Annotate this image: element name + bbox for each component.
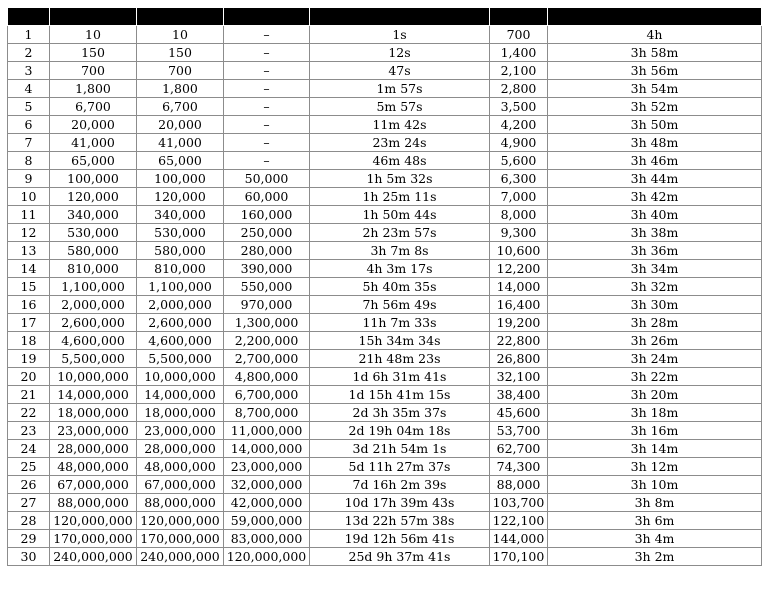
table-cell-col4: 6,700,000 [224,386,310,404]
table-cell-level: 1 [8,26,50,44]
table-cell-col4: – [224,80,310,98]
table-cell-level: 19 [8,350,50,368]
table-cell-col6: 62,700 [490,440,548,458]
table-cell-col4: 550,000 [224,278,310,296]
table-cell-time: 7d 16h 2m 39s [310,476,490,494]
table-cell-level: 2 [8,44,50,62]
header-cell-col6 [490,8,548,26]
table-row [8,368,762,386]
table-row [8,404,762,422]
table-cell-col7: 3h 34m [548,260,762,278]
table-cell-col3: 120,000 [137,188,224,206]
table-row [8,278,762,296]
table-cell-col2: 5,500,000 [50,350,137,368]
table-cell-col4: 14,000,000 [224,440,310,458]
table-cell-col7: 3h 46m [548,152,762,170]
table-cell-level: 24 [8,440,50,458]
table-cell-level: 12 [8,224,50,242]
table-cell-time: 2d 3h 35m 37s [310,404,490,422]
header-cell-col2 [50,8,137,26]
table-cell-col6: 16,400 [490,296,548,314]
table-cell-col6: 1,400 [490,44,548,62]
table-cell-time: 47s [310,62,490,80]
table-cell-col2: 65,000 [50,152,137,170]
table-row [8,494,762,512]
table-cell-col4: 42,000,000 [224,494,310,512]
table-cell-col2: 340,000 [50,206,137,224]
table-cell-col7: 3h 28m [548,314,762,332]
table-cell-level: 22 [8,404,50,422]
table-cell-col4: 2,700,000 [224,350,310,368]
table-cell-col7: 3h 40m [548,206,762,224]
table-cell-level: 4 [8,80,50,98]
table-body [8,26,762,566]
table-cell-col4: 11,000,000 [224,422,310,440]
table-cell-col3: 1,800 [137,80,224,98]
table-cell-col2: 1,800 [50,80,137,98]
table-cell-col6: 4,200 [490,116,548,134]
table-cell-time: 25d 9h 37m 41s [310,548,490,566]
table-cell-col7: 3h 38m [548,224,762,242]
table-cell-col7: 3h 24m [548,350,762,368]
table-cell-time: 7h 56m 49s [310,296,490,314]
table-cell-time: 23m 24s [310,134,490,152]
table-cell-col3: 67,000,000 [137,476,224,494]
table-cell-col2: 41,000 [50,134,137,152]
table-cell-time: 5h 40m 35s [310,278,490,296]
table-cell-level: 14 [8,260,50,278]
table-cell-col3: 41,000 [137,134,224,152]
table-cell-col6: 74,300 [490,458,548,476]
table-cell-col7: 3h 44m [548,170,762,188]
table-cell-col6: 12,200 [490,260,548,278]
table-cell-col2: 170,000,000 [50,530,137,548]
table-cell-col6: 4,900 [490,134,548,152]
table-cell-col2: 88,000,000 [50,494,137,512]
table-cell-col3: 2,600,000 [137,314,224,332]
table-cell-col6: 700 [490,26,548,44]
table-cell-col3: 6,700 [137,98,224,116]
table-cell-col2: 1,100,000 [50,278,137,296]
table-cell-col6: 88,000 [490,476,548,494]
table-cell-level: 13 [8,242,50,260]
table-cell-col6: 38,400 [490,386,548,404]
table-cell-time: 21h 48m 23s [310,350,490,368]
table-cell-col7: 3h 4m [548,530,762,548]
table-cell-col6: 22,800 [490,332,548,350]
table-cell-col6: 3,500 [490,98,548,116]
table-cell-time: 2h 23m 57s [310,224,490,242]
table-cell-col4: – [224,134,310,152]
table-cell-time: 1d 15h 41m 15s [310,386,490,404]
table-cell-col2: 10 [50,26,137,44]
table-row [8,242,762,260]
table-cell-col3: 2,000,000 [137,296,224,314]
table-cell-time: 1h 50m 44s [310,206,490,224]
table-cell-col7: 3h 18m [548,404,762,422]
table-cell-col3: 18,000,000 [137,404,224,422]
table-cell-col7: 3h 20m [548,386,762,404]
table-cell-col7: 3h 56m [548,62,762,80]
table-cell-col4: 4,800,000 [224,368,310,386]
table-cell-col4: 50,000 [224,170,310,188]
table-cell-col6: 19,200 [490,314,548,332]
table-cell-col2: 4,600,000 [50,332,137,350]
table-cell-col2: 2,600,000 [50,314,137,332]
table-cell-col7: 3h 8m [548,494,762,512]
table-cell-time: 13d 22h 57m 38s [310,512,490,530]
table-row [8,530,762,548]
table-cell-col2: 240,000,000 [50,548,137,566]
table-cell-col7: 3h 30m [548,296,762,314]
table-cell-time: 3d 21h 54m 1s [310,440,490,458]
table-cell-level: 5 [8,98,50,116]
table-cell-col2: 6,700 [50,98,137,116]
table-cell-col4: 32,000,000 [224,476,310,494]
table-row [8,296,762,314]
table-cell-col3: 120,000,000 [137,512,224,530]
header-cell-level [8,8,50,26]
table-cell-level: 16 [8,296,50,314]
table-cell-col3: 340,000 [137,206,224,224]
table-cell-col7: 3h 48m [548,134,762,152]
table-cell-level: 8 [8,152,50,170]
table-cell-col3: 65,000 [137,152,224,170]
table-cell-time: 1d 6h 31m 41s [310,368,490,386]
table-row [8,170,762,188]
table-cell-time: 11m 42s [310,116,490,134]
header-cell-col3 [137,8,224,26]
table-cell-col7: 3h 10m [548,476,762,494]
table-cell-col6: 6,300 [490,170,548,188]
table-row [8,332,762,350]
table-cell-col6: 45,600 [490,404,548,422]
table-cell-col3: 14,000,000 [137,386,224,404]
table-cell-col3: 530,000 [137,224,224,242]
table-cell-col6: 170,100 [490,548,548,566]
table-cell-level: 9 [8,170,50,188]
table-cell-col3: 88,000,000 [137,494,224,512]
table-cell-col2: 48,000,000 [50,458,137,476]
table-cell-time: 12s [310,44,490,62]
table-cell-col3: 28,000,000 [137,440,224,458]
table-cell-col7: 3h 6m [548,512,762,530]
table-cell-level: 29 [8,530,50,548]
table-row [8,98,762,116]
table-cell-col2: 810,000 [50,260,137,278]
table-cell-col6: 10,600 [490,242,548,260]
table-row [8,224,762,242]
table-cell-col2: 100,000 [50,170,137,188]
table-cell-col6: 122,100 [490,512,548,530]
table-cell-col2: 530,000 [50,224,137,242]
upgrade-table [7,7,762,566]
table-cell-col6: 53,700 [490,422,548,440]
table-cell-col7: 3h 52m [548,98,762,116]
table-cell-col4: 83,000,000 [224,530,310,548]
table-cell-col4: – [224,152,310,170]
table-cell-col3: 170,000,000 [137,530,224,548]
table-cell-time: 2d 19h 04m 18s [310,422,490,440]
table-cell-col4: – [224,62,310,80]
header-cell-col4 [224,8,310,26]
table-cell-col2: 700 [50,62,137,80]
table-cell-col7: 3h 22m [548,368,762,386]
table-cell-level: 20 [8,368,50,386]
table-cell-col3: 48,000,000 [137,458,224,476]
table-cell-col7: 3h 14m [548,440,762,458]
table-cell-level: 18 [8,332,50,350]
table-cell-col2: 10,000,000 [50,368,137,386]
table-cell-col3: 10 [137,26,224,44]
table-cell-col7: 3h 32m [548,278,762,296]
table-row [8,548,762,566]
table-cell-col6: 26,800 [490,350,548,368]
table-cell-col3: 240,000,000 [137,548,224,566]
table-cell-col3: 700 [137,62,224,80]
table-row [8,386,762,404]
table-row [8,314,762,332]
table-cell-col6: 14,000 [490,278,548,296]
table-cell-col3: 23,000,000 [137,422,224,440]
table-cell-col2: 18,000,000 [50,404,137,422]
header-cell-time [310,8,490,26]
table-cell-level: 25 [8,458,50,476]
table-cell-col2: 580,000 [50,242,137,260]
table-cell-col6: 144,000 [490,530,548,548]
table-cell-col2: 23,000,000 [50,422,137,440]
table-cell-col4: 970,000 [224,296,310,314]
table-cell-time: 1h 5m 32s [310,170,490,188]
table-cell-col6: 32,100 [490,368,548,386]
table-cell-col2: 14,000,000 [50,386,137,404]
table-cell-col6: 103,700 [490,494,548,512]
table-cell-col6: 9,300 [490,224,548,242]
table-cell-time: 10d 17h 39m 43s [310,494,490,512]
table-row [8,260,762,278]
table-cell-col6: 2,800 [490,80,548,98]
table-cell-time: 19d 12h 56m 41s [310,530,490,548]
table-cell-col4: – [224,44,310,62]
table-cell-level: 7 [8,134,50,152]
table-cell-time: 46m 48s [310,152,490,170]
table-cell-col7: 3h 2m [548,548,762,566]
table-row [8,188,762,206]
table-row [8,152,762,170]
table-cell-level: 23 [8,422,50,440]
table-cell-col4: 250,000 [224,224,310,242]
table-row [8,458,762,476]
table-cell-col2: 28,000,000 [50,440,137,458]
table-cell-col7: 3h 36m [548,242,762,260]
table-row [8,44,762,62]
table-cell-col7: 3h 12m [548,458,762,476]
table-cell-col3: 580,000 [137,242,224,260]
table-cell-col3: 5,500,000 [137,350,224,368]
table-cell-col4: – [224,26,310,44]
table-cell-col7: 3h 54m [548,80,762,98]
table-cell-col4: 8,700,000 [224,404,310,422]
table-cell-col4: 280,000 [224,242,310,260]
table-cell-col7: 3h 42m [548,188,762,206]
table-cell-col4: 2,200,000 [224,332,310,350]
table-row [8,26,762,44]
table-row [8,476,762,494]
table-cell-col6: 5,600 [490,152,548,170]
table-cell-col4: 23,000,000 [224,458,310,476]
table-cell-time: 1s [310,26,490,44]
table-cell-col2: 120,000,000 [50,512,137,530]
table-cell-col3: 810,000 [137,260,224,278]
table-cell-time: 5m 57s [310,98,490,116]
table-cell-level: 30 [8,548,50,566]
table-cell-col4: 60,000 [224,188,310,206]
table-row [8,422,762,440]
table-cell-col3: 10,000,000 [137,368,224,386]
table-cell-col6: 2,100 [490,62,548,80]
table-row [8,350,762,368]
table-cell-col2: 20,000 [50,116,137,134]
table-row [8,440,762,458]
table-cell-col2: 67,000,000 [50,476,137,494]
table-cell-level: 27 [8,494,50,512]
table-cell-level: 10 [8,188,50,206]
table-cell-col2: 150 [50,44,137,62]
table-cell-col7: 3h 16m [548,422,762,440]
table-cell-time: 15h 34m 34s [310,332,490,350]
table-row [8,62,762,80]
table-cell-col4: 1,300,000 [224,314,310,332]
table-row [8,80,762,98]
table-cell-level: 15 [8,278,50,296]
table-cell-col4: 390,000 [224,260,310,278]
table-cell-col4: 120,000,000 [224,548,310,566]
table-cell-level: 11 [8,206,50,224]
table-cell-time: 11h 7m 33s [310,314,490,332]
table-cell-time: 5d 11h 27m 37s [310,458,490,476]
table-cell-time: 3h 7m 8s [310,242,490,260]
table-cell-time: 1m 57s [310,80,490,98]
table-cell-col3: 4,600,000 [137,332,224,350]
table-row [8,116,762,134]
table-cell-col7: 3h 58m [548,44,762,62]
header-cell-col7 [548,8,762,26]
table-cell-col2: 2,000,000 [50,296,137,314]
table-cell-col4: 59,000,000 [224,512,310,530]
table-cell-col7: 4h [548,26,762,44]
table-cell-col4: 160,000 [224,206,310,224]
table-cell-col4: – [224,98,310,116]
table-cell-level: 6 [8,116,50,134]
table-cell-col3: 20,000 [137,116,224,134]
table-cell-col6: 8,000 [490,206,548,224]
table-cell-col3: 1,100,000 [137,278,224,296]
table-row [8,512,762,530]
table-row [8,134,762,152]
header-row [8,8,762,26]
table-cell-col7: 3h 50m [548,116,762,134]
table-cell-level: 26 [8,476,50,494]
table-cell-col4: – [224,116,310,134]
table-cell-level: 21 [8,386,50,404]
table-cell-col3: 100,000 [137,170,224,188]
table-cell-col7: 3h 26m [548,332,762,350]
table-cell-col3: 150 [137,44,224,62]
table-cell-col2: 120,000 [50,188,137,206]
table-cell-col6: 7,000 [490,188,548,206]
table-row [8,206,762,224]
table-cell-level: 3 [8,62,50,80]
table-cell-time: 1h 25m 11s [310,188,490,206]
table-cell-level: 17 [8,314,50,332]
table-cell-level: 28 [8,512,50,530]
table-cell-time: 4h 3m 17s [310,260,490,278]
